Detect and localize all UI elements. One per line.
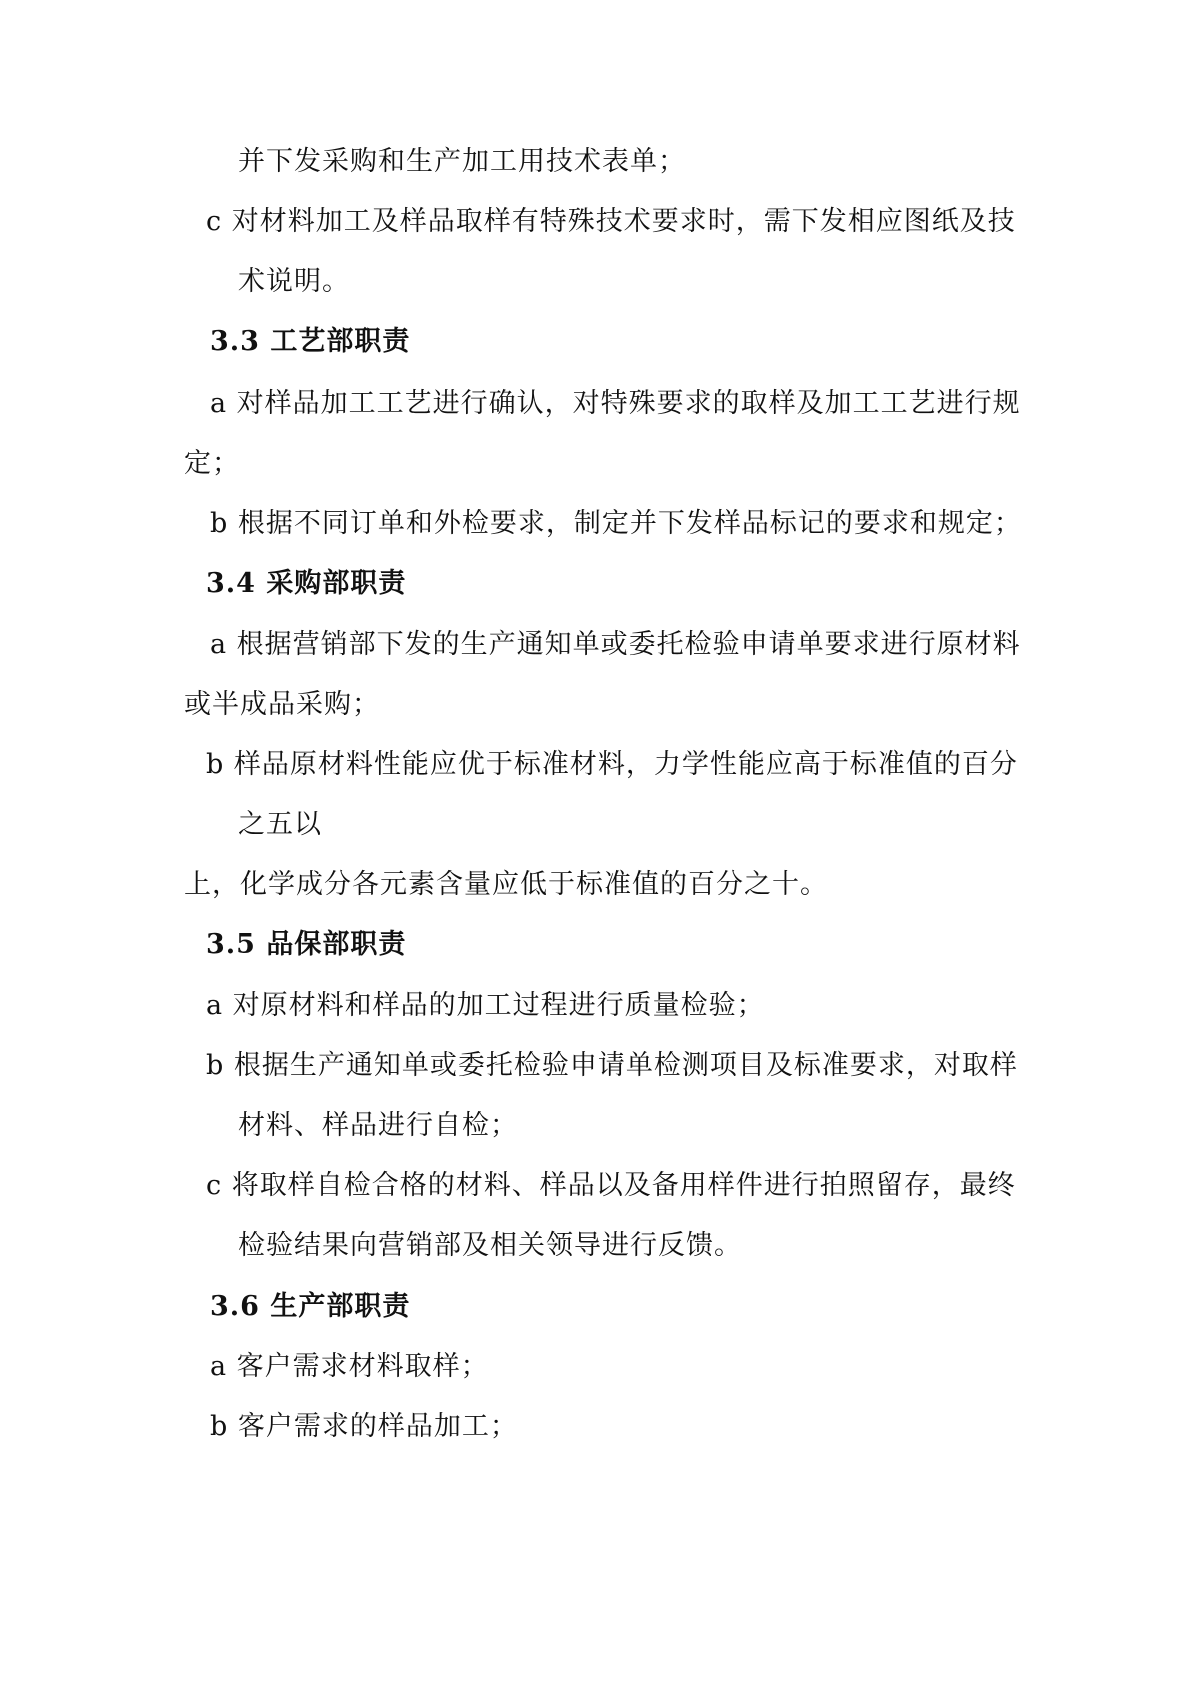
text-line-regulation: 定； — [184, 448, 240, 479]
text-line-tech-forms: 并下发采购和生产加工用技术表单； — [238, 146, 686, 177]
text-line-item-c-photo: c 将取样自检合格的材料、样品以及备用样件进行拍照留存，最终 — [206, 1170, 1016, 1201]
text-line-tech-description: 术说明。 — [238, 266, 350, 297]
text-line-item-a-process: a 对样品加工工艺进行确认，对特殊要求的取样及加工工艺进行规 — [210, 388, 1021, 419]
text-line-item-b-properties: b 样品原材料性能应优于标准材料，力学性能应高于标准值的百分 — [206, 749, 1018, 780]
text-line-item-a-sampling: a 客户需求材料取样； — [210, 1351, 489, 1382]
section-heading-3-4: 3.4 采购部职责 — [206, 568, 407, 599]
text-line-five-percent: 之五以 — [238, 809, 322, 840]
text-line-item-b-machining: b 客户需求的样品加工； — [210, 1411, 518, 1442]
text-line-item-a-inspection: a 对原材料和样品的加工过程进行质量检验； — [206, 990, 765, 1021]
section-heading-3-3: 3.3 工艺部职责 — [210, 326, 411, 357]
text-line-item-b-marking: b 根据不同订单和外检要求，制定并下发样品标记的要求和规定； — [210, 508, 1022, 539]
text-line-item-a-purchase: a 根据营销部下发的生产通知单或委托检验申请单要求进行原材料 — [210, 629, 1021, 660]
text-line-self-check-cont: 材料、样品进行自检； — [238, 1110, 518, 1141]
text-line-feedback: 检验结果向营销部及相关领导进行反馈。 — [238, 1230, 742, 1261]
section-heading-3-5: 3.5 品保部职责 — [206, 929, 407, 960]
section-heading-3-6: 3.6 生产部职责 — [210, 1291, 411, 1322]
text-line-chemical: 上，化学成分各元素含量应低于标准值的百分之十。 — [184, 869, 828, 900]
text-line-item-c-drawings: c 对材料加工及样品取样有特殊技术要求时，需下发相应图纸及技 — [206, 206, 1016, 237]
text-line-item-b-self-check: b 根据生产通知单或委托检验申请单检测项目及标准要求，对取样 — [206, 1050, 1018, 1081]
text-line-semi-finished: 或半成品采购； — [184, 689, 380, 720]
